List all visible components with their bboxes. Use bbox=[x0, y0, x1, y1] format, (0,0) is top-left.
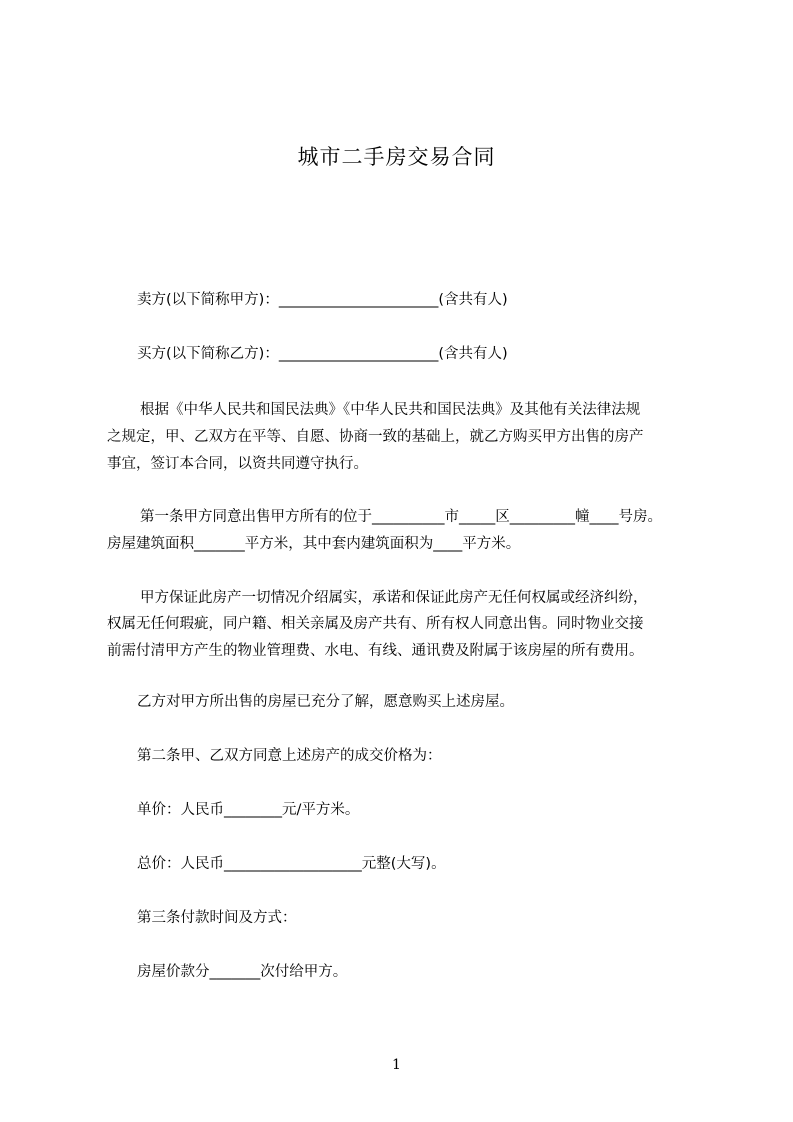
article1-line-2: 房屋建筑面积_______平方米，其中套内建筑面积为____平方米。 bbox=[107, 536, 521, 552]
article1-line-1: 第一条甲方同意出售甲方所有的位于__________市_____区_________幢____号房。 bbox=[140, 509, 662, 525]
guarantee-line-1: 甲方保证此房产一切情况介绍属实，承诺和保证此房产无任何权属或经济纠纷， bbox=[140, 590, 648, 606]
article3-heading: 第三条付款时间及方式： bbox=[137, 910, 297, 926]
basis-paragraph-line-2: 之规定，甲、乙双方在平等、自愿、协商一致的基础上，就乙方购买甲方出售的房产 bbox=[107, 429, 644, 445]
basis-paragraph-line-3: 事宜，签订本合同，以资共同遵守执行。 bbox=[107, 456, 368, 472]
document-title: 城市二手房交易合同 bbox=[297, 145, 496, 169]
installments-line: 房屋价款分_______次付给甲方。 bbox=[137, 964, 348, 980]
total-price-line: 总价：人民币___________________元整(大写)。 bbox=[137, 856, 446, 872]
article2-heading: 第二条甲、乙双方同意上述房产的成交价格为： bbox=[137, 748, 442, 764]
buyer-acknowledgement: 乙方对甲方所出售的房屋已充分了解，愿意购买上述房屋。 bbox=[137, 694, 514, 710]
page-number: 1 bbox=[392, 1057, 401, 1073]
buyer-line: 买方(以下简称乙方)：______________________(含共有人) bbox=[137, 346, 508, 362]
unit-price-line: 单价：人民币________元/平方米。 bbox=[137, 802, 360, 818]
guarantee-line-2: 权属无任何瑕疵，同户籍、相关亲属及房产共有、所有权人同意出售。同时物业交接 bbox=[107, 616, 644, 632]
seller-line: 卖方(以下简称甲方)：______________________(含共有人) bbox=[137, 292, 508, 308]
basis-paragraph-line-1: 根据《中华人民共和国民法典》《中华人民共和国民法典》及其他有关法律法规 bbox=[140, 402, 641, 418]
guarantee-line-3: 前需付清甲方产生的物业管理费、水电、有线、通讯费及附属于该房屋的所有费用。 bbox=[107, 643, 644, 659]
